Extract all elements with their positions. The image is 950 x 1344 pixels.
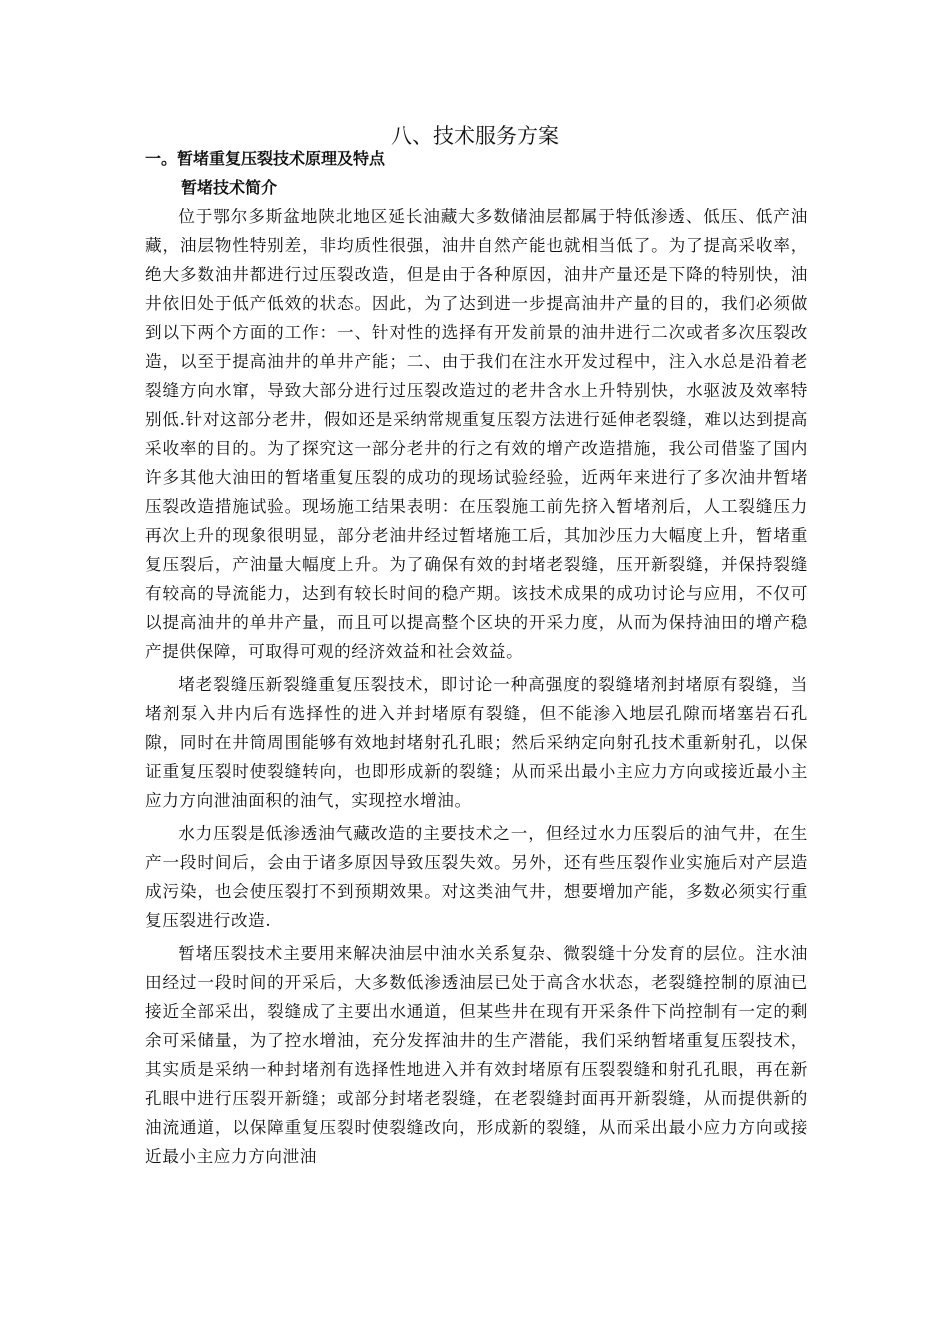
page-title: 八、技术服务方案 — [391, 124, 559, 148]
section-heading: 一。暂堵重复压裂技术原理及特点 — [145, 149, 386, 168]
paragraph-3: 水力压裂是低渗透油气藏改造的主要技术之一，但经过水力压裂后的油气井，在生产一段时间后，会由于诸多原因导致压裂失效。另外，还有些压裂作业实施后对产层造成污染，也会使压裂打不到预期效果。对这类油气井，想要增加产能，多数必须实行重复压裂进行改造. — [145, 824, 808, 930]
paragraph-1: 位于鄂尔多斯盆地陕北地区延长油藏大多数储油层都属于特低渗透、低压、低产油藏，油层物性特别差，非均质性很强，油井自然产能也就相当低了。为了提高采收率，绝大多数油井都进行过压裂改造，但是由于各种原因，油井产量还是下降的特别快，油井依旧处于低产低效的状态。因此，为了达到进一步提高油井产量的目的，我们必须做到以下两个方面的工作：一、针对性的选择有开发前景的油井进行二次或者多次压裂改造，以至于提高油井的单井产能；二、由于我们在注水开发过程中，注入水总是沿着老裂缝方向水窜，导致大部分进行过压裂改造过的老井含水上升特别快，水驱波及效率特别低.针对这部分老井，假如还是采纳常规重复压裂方法进行延伸老裂缝，难以达到提高采收率的目的。为了探究这一部分老井的行之有效的增产改造措施，我公司借鉴了国内许多其他大油田的暂堵重复压裂的成功的现场试验经验，近两年来进行了多次油井暂堵压裂改造措施试验。现场施工结果表明：在压裂施工前先挤入暂堵剂后，人工裂缝压力再次上升的现象很明显，部分老油井经过暂堵施工后，其加沙压力大幅度上升，暂堵重复压裂后，产油量大幅度上升。为了确保有效的封堵老裂缝，压开新裂缝，并保持裂缝有较高的导流能力，达到有较长时间的稳产期。该技术成果的成功讨论与应用，不仅可以提高油井的单井产量，而且可以提高整个区块的开采力度，从而为保持油田的增产稳产提供保障，可取得可观的经济效益和社会效益。 — [145, 207, 808, 661]
paragraph-2: 堵老裂缝压新裂缝重复压裂技术，即讨论一种高强度的裂缝堵剂封堵原有裂缝，当堵剂泵入井内后有选择性的进入并封堵原有裂缝，但不能渗入地层孔隙而堵塞岩石孔隙，同时在井筒周围能够有效地封堵射孔孔眼；然后采纳定向射孔技术重新射孔，以保证重复压裂时使裂缝转向，也即形成新的裂缝；从而采出最小主应力方向或接近最小主应力方向泄油面积的油气，实现控水增油。 — [145, 675, 808, 810]
document-body — [145, 202, 808, 1175]
paragraph-4: 暂堵压裂技术主要用来解决油层中油水关系复杂、微裂缝十分发育的层位。注水油田经过一段时间的开采后，大多数低渗透油层已处于高含水状态，老裂缝控制的原油已接近全部采出，裂缝成了主要出水通道，但某些井在现有开采条件下尚控制有一定的剩余可采储量，为了控水增油，充分发挥油井的生产潜能，我们采纳暂堵重复压裂技术，其实质是采纳一种封堵剂有选择性地进入并有效封堵原有压裂裂缝和射孔孔眼，再在新孔眼中进行压裂开新缝；或部分封堵老裂缝，在老裂缝封面再开新裂缝，从而提供新的油流通道，以保障重复压裂时使裂缝改向，形成新的裂缝，从而采出最小应力方向或接近最小主应力方向泄油 — [145, 944, 808, 1166]
sub-heading: 暂堵技术简介 — [181, 178, 278, 197]
